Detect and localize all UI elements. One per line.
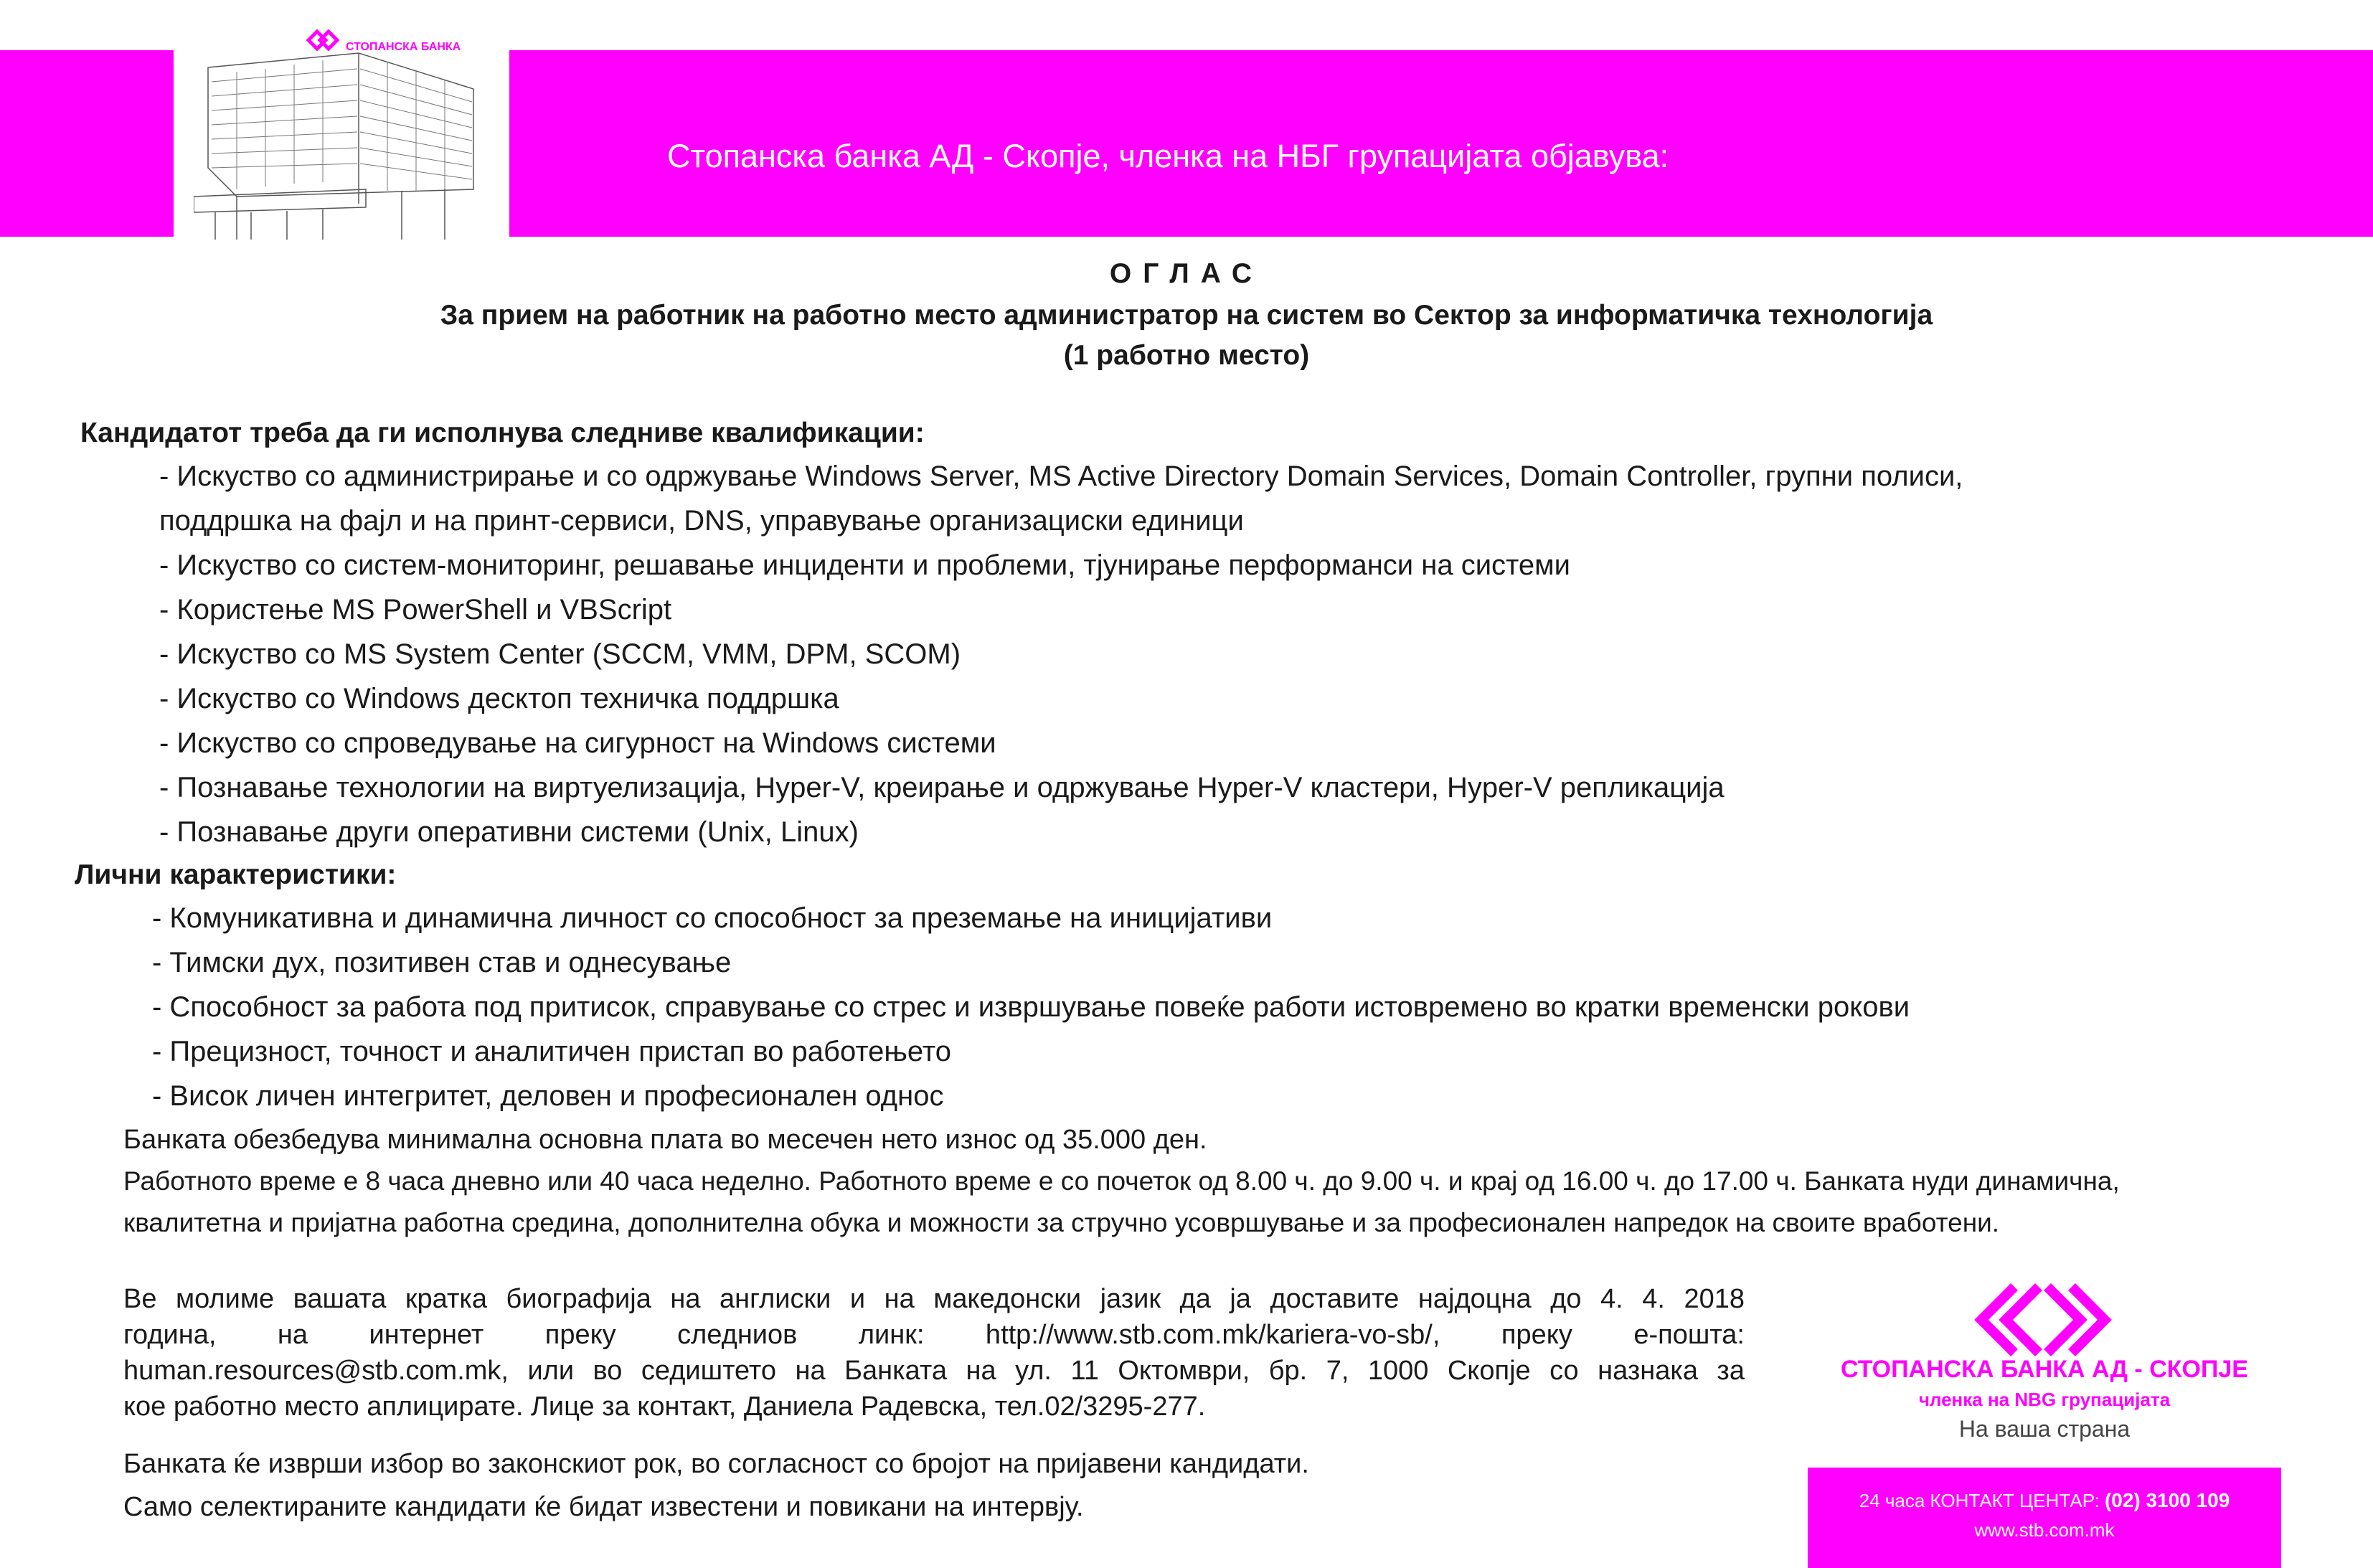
- personal-item: - Висок личен интегритет, деловен и професионален однос: [152, 1080, 944, 1112]
- qualification-item: - Искуство со систем-мониторинг, решавање инциденти и проблеми, тјунирање перформанси на системи: [159, 549, 1571, 581]
- positions-count: (1 работно место): [1063, 340, 1310, 371]
- application-line: Ве молиме вашата кратка биографија на англиски и на македонски јазик да ја доставите најдоцна до 4. 4. 2018: [123, 1284, 1745, 1314]
- notice-heading: ОГЛАС: [1109, 258, 1264, 289]
- qualification-item: - Познавање технологии на виртуелизација, Hyper-V, креирање и одржување Hyper-V кластери, Hyper-V репликација: [159, 772, 1725, 803]
- stb-logo-icon: [1964, 1277, 2122, 1363]
- qualification-item: - Користење MS PowerShell и VBScript: [159, 594, 672, 625]
- notice-text: Само селектираните кандидати ќе бидат известени и повикани на интервју.: [123, 1492, 1084, 1522]
- bank-building-illustration: [194, 24, 509, 240]
- application-line: кое работно место аплицирате. Лице за контакт, Даниела Радевска, тел.02/3295-277.: [123, 1392, 1206, 1422]
- bank-name: СТОПАНСКА БАНКА АД - СКОПЈЕ: [1841, 1356, 2248, 1383]
- application-line: human.resources@stb.com.mk, или во седиштето на Банката на ул. 11 Октомври, бр. 7, 1000 Скопје со назнака за: [123, 1356, 1745, 1386]
- qualification-item: - Познавање други оперативни системи (Unix, Linux): [159, 816, 859, 848]
- qualification-item: - Искуство со спроведување на сигурност на Windows системи: [159, 727, 996, 759]
- qualification-item: - Искуство со Windows десктоп техничка поддршка: [159, 683, 839, 714]
- qualification-item: поддршка на фајл и на принт-сервиси, DNS, управување организациски единици: [159, 505, 1244, 537]
- qualification-item: - Искуство со MS System Center (SCCM, VMM, DPM, SCOM): [159, 638, 961, 670]
- salary-text: Банката обезбедува минимална основна плата во месечен нето износ од 35.000 ден.: [123, 1125, 1207, 1155]
- personal-item: - Прецизност, точност и аналитичен пристап во работењето: [152, 1036, 951, 1067]
- hours-text: квалитетна и пријатна работна средина, дополнителна обука и можности за стручно усовршување и за професионален напредок на своите вработени.: [123, 1208, 2000, 1237]
- personal-item: - Комуникативна и динамична личност со способност за преземање на иницијативи: [152, 902, 1273, 934]
- contact-footer: [1808, 1468, 2281, 1568]
- group-membership: членка на NBG групацијата: [1918, 1389, 2171, 1410]
- hours-text: Работното време е 8 часа дневно или 40 часа неделно. Работното време е со почеток од 8.00 ч. до 9.00 ч. и крај од 16.00 ч. до 17.00 ч. Банката нуди динамична,: [123, 1166, 2120, 1196]
- qualification-item: - Искуство со администрирање и со одржување Windows Server, MS Active Directory Domain Services, Domain Controller, групни полиси,: [159, 461, 1963, 492]
- application-line: година, на интернет преку следниов линк: http://www.stb.com.mk/kariera-vo-sb/, преку е-пошта:: [123, 1320, 1745, 1350]
- personal-item: - Способност за работа под притисок, справување со стрес и извршување повеќе работи истовремено во кратки временски рокови: [152, 991, 1910, 1023]
- contact-center: [1808, 1489, 2281, 1512]
- personal-item: - Тимски дух, позитивен став и однесување: [152, 947, 732, 978]
- header-banner-left: [0, 50, 174, 237]
- bank-promo: [1808, 1241, 2281, 1456]
- personal-heading: Лични карактеристики:: [75, 859, 397, 890]
- qualifications-heading: Кандидатот треба да ги исполнува следниве квалификации:: [80, 417, 925, 448]
- contact-label: 24 часа КОНТАКТ ЦЕНТАР:: [1859, 1490, 2100, 1511]
- position-title: За прием на работник на работно место администратор на систем во Сектор за информатичка технологија: [440, 300, 1933, 331]
- announcer-text: Стопанска банка АД - Скопје, членка на НБГ групацијата објавува:: [667, 138, 1669, 174]
- slogan: На ваша страна: [1958, 1416, 2131, 1442]
- contact-phone: (02) 3100 109: [2104, 1489, 2230, 1511]
- building-logo-text: СТОПАНСКА БАНКА: [346, 41, 461, 53]
- selection-text: Банката ќе изврши избор во законскиот рок, во согласност со бројот на пријавени кандидати.: [123, 1449, 1309, 1479]
- website: www.stb.com.mk: [1974, 1519, 2115, 1541]
